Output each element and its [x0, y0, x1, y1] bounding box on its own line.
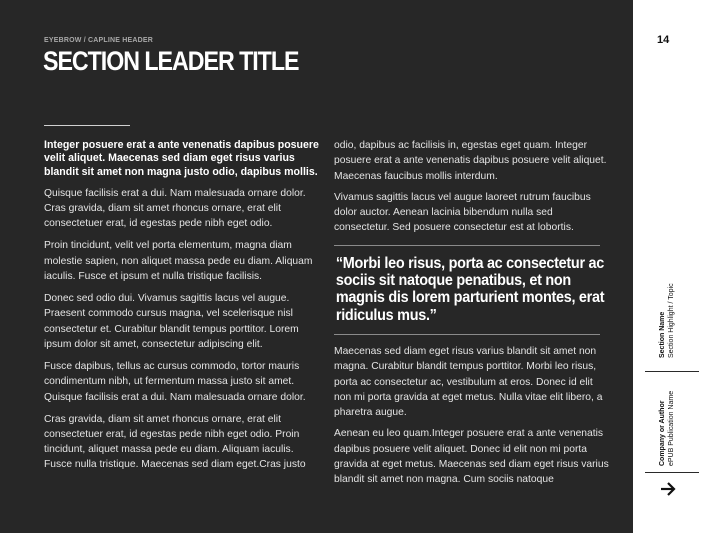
body-paragraph: Donec sed odio dui. Vivamus sagittis lacus vel augue. Praesent commodo cursus magna, vel scelerisque nisl consectetur et. Curabitur blandit tempus porttitor. Lorem ipsum dolor sit amet, consectetur adipiscing elit. — [44, 293, 299, 350]
sidebar — [633, 0, 711, 533]
publication-name: ePUB Publication Name — [667, 390, 675, 466]
text-column-left — [44, 139, 320, 479]
sidebar-divider — [645, 371, 699, 372]
publication-label — [659, 391, 676, 466]
pullquote: “Morbi leo risus, porta ac consectetur ac sociis sit natoque penatibus, et non magnis dis lorem parturient montes, erat ridiculus mus.” — [335, 254, 605, 324]
body-paragraph: odio, dapibus ac facilisis in, egestas eget quam. Integer posuere erat a ante venenatis dapibus posuere velit aliquet. Maecenas faucibus mollis interdum. — [334, 140, 607, 182]
section-label — [659, 283, 676, 358]
title-divider — [44, 125, 130, 126]
body-paragraph: Quisque facilisis erat a dui. Nam malesuada ornare dolor. Cras gravida, diam sit amet rhoncus ornare, erat elit consectetuer erat, id egestas pede nibh eget odio. — [44, 187, 306, 230]
lead-paragraph: Integer posuere erat a ante venenatis dapibus posuere velit aliquet. Maecenas sed diam eget risus varius blandit sit amet non magna justo odio, dapibus mollis. — [44, 139, 319, 178]
pullquote-rule-bottom — [334, 334, 600, 335]
page-number: 14 — [657, 34, 670, 46]
body-paragraph: Maecenas sed diam eget risus varius blandit sit amet non magna. Curabitur blandit tempus porttitor. Morbi leo risus, porta ac consectetur ac, vestibulum at eros. Donec id elit non mi porta gravida at eget metus. Nulla vitae elit libero, a pharetra augue. — [334, 345, 603, 419]
pullquote-rule-top — [334, 245, 600, 246]
body-paragraph: Vivamus sagittis lacus vel augue laoreet rutrum faucibus dolor auctor. Aenean lacinia bibendum nulla sed consectetur. Sed posuere consectetur est at lobortis. — [334, 191, 591, 234]
section-title: SECTION LEADER TITLE — [43, 46, 299, 76]
section-topic: Section Highlight / Topic — [667, 283, 675, 358]
text-column-right — [334, 138, 610, 494]
eyebrow-header: EYEBROW / CAPLINE HEADER — [44, 37, 154, 44]
company-name: Company or Author — [659, 400, 666, 466]
arrow-right-icon[interactable] — [658, 479, 678, 499]
body-paragraph: Fusce dapibus, tellus ac cursus commodo, tortor mauris condimentum nibh, ut fermentum massa justo sit amet. Quisque facilisis erat a dui. Nam malesuada ornare dolor. — [44, 360, 306, 403]
body-paragraph: Proin tincidunt, velit vel porta elementum, magna diam molestie sapien, non aliquet massa pede eu diam. Aliquam iaculis. Fusce et ipsum et nulla tristique facilisis. — [44, 240, 313, 283]
section-name: Section Name — [659, 311, 666, 358]
sidebar-divider — [645, 472, 699, 473]
body-paragraph: Cras gravida, diam sit amet rhoncus ornare, erat elit consectetuer erat, id egestas pede nibh eget odio. Proin tincidunt, aliquet massa pede eu diam. Aliquam iaculis. Fusce nulla tristique. Maecenas sed diam eget.Cras justo — [44, 413, 306, 471]
body-paragraph: Aenean eu leo quam.Integer posuere erat a ante venenatis dapibus posuere velit aliquet. Donec id elit non mi porta gravida at eget metus. Maecenas sed diam eget risus varius blandit sit amet non magna. Cum sociis natoque — [334, 428, 609, 486]
